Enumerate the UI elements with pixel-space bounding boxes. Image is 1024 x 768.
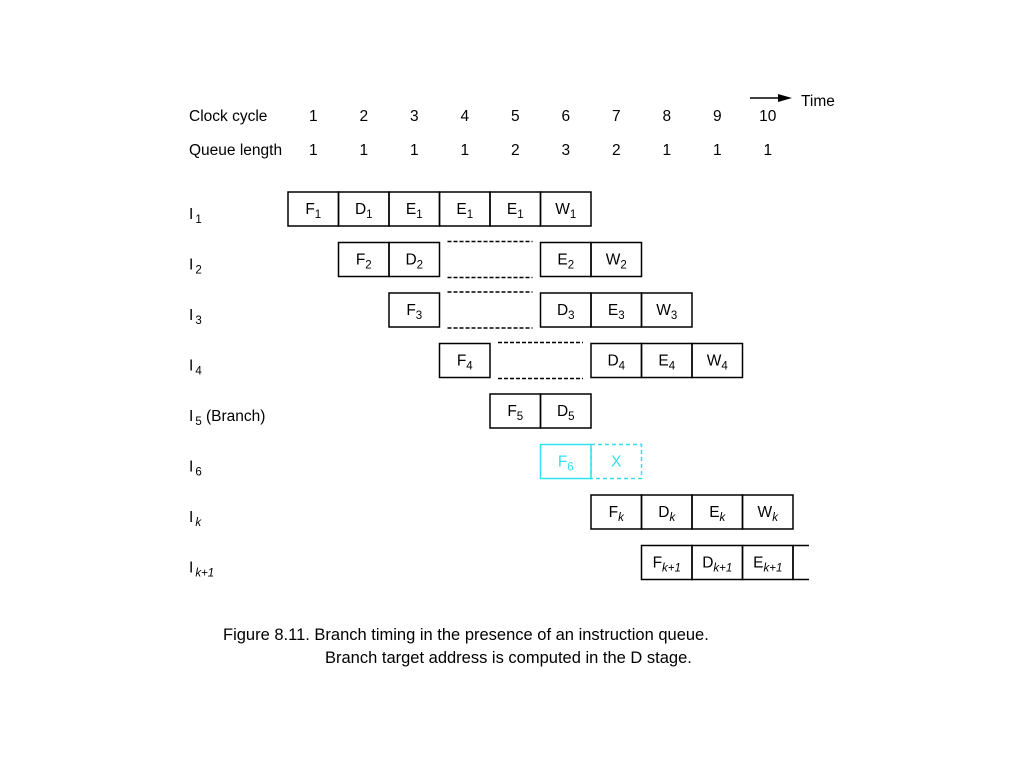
instruction-label: I $_{k+1}$ (189, 559, 215, 580)
instruction-row (189, 242, 642, 278)
stage-label: $F_{k+1}$ (652, 554, 681, 575)
stage-label: $W_4$ (706, 352, 728, 373)
clock-cycle-number: 4 (460, 108, 470, 125)
stage-label: $D_2$ (405, 251, 424, 272)
instruction-row (189, 292, 692, 328)
figure-caption-line-2: Branch target address is computed in the D stage. (325, 649, 692, 667)
clock-cycle-number: 3 (409, 108, 419, 125)
queue-length-value: 3 (561, 142, 571, 159)
queue-length-value: 1 (359, 142, 369, 159)
stage-label: $E_k$ (709, 504, 726, 524)
stage-label: $F_6$ (557, 453, 574, 474)
instruction-label: I $_2$ (189, 256, 202, 277)
clock-cycle-number: 2 (359, 108, 369, 125)
stage-label: $E_1$ (506, 201, 524, 221)
instruction-row (189, 445, 642, 479)
instruction-row (189, 495, 793, 529)
queue-length-value: 1 (763, 142, 773, 159)
stage-label: $F_2$ (355, 251, 372, 272)
instruction-label: I $_3$ (189, 307, 202, 327)
stage-label: $D_5$ (556, 403, 575, 423)
instruction-label: I $_1$ (189, 206, 202, 226)
instruction-row (189, 546, 809, 580)
clock-cycle-number: 9 (712, 108, 722, 125)
stage-label: $F_5$ (507, 403, 524, 423)
stage-label: $E_4$ (658, 352, 676, 373)
instruction-label: I $_k$ (189, 509, 202, 529)
clock-cycle-number: 8 (662, 108, 672, 125)
figure-caption-line-1: Figure 8.11. Branch timing in the presence of an instruction queue. (223, 626, 709, 644)
queue-length-value: 1 (662, 142, 672, 159)
stage-label: $F_k$ (608, 504, 624, 524)
stage-label: $W_2$ (605, 251, 627, 272)
stage-label: $E_2$ (557, 251, 575, 272)
queue-length-value: 1 (308, 142, 318, 159)
stage-label: $E_1$ (405, 201, 423, 221)
queue-length-value: 1 (409, 142, 419, 159)
clock-cycle-row (309, 108, 777, 125)
queue-length-value: 1 (712, 142, 722, 159)
stage-label: $D_4$ (607, 352, 626, 373)
clock-cycle-label: Clock cycle (189, 108, 268, 125)
instruction-row (189, 192, 591, 226)
instruction-row (189, 343, 743, 379)
stage-label: $E_1$ (456, 201, 474, 221)
stage-label: $D_k$ (658, 504, 676, 524)
stage-label: $E_3$ (607, 302, 625, 322)
clock-cycle-number: 6 (561, 108, 571, 125)
stage-label: $E_{k+1}$ (753, 554, 783, 575)
stage-label: $F_4$ (456, 352, 473, 373)
instruction-label: I $_4$ (189, 357, 202, 378)
queue-length-value: 1 (460, 142, 470, 159)
queue-length-value: 2 (510, 142, 520, 159)
time-label: Time (801, 93, 835, 110)
instruction-label: I $_6$ (189, 458, 202, 479)
stage-label: $W_k$ (757, 504, 778, 524)
stage-label: $W_1$ (555, 201, 577, 221)
stage-label: $F_3$ (406, 302, 423, 322)
stage-label: X (611, 453, 622, 471)
stage-label: $F_1$ (305, 201, 322, 221)
stage-label: $W_3$ (656, 302, 678, 322)
clock-cycle-number: 5 (510, 108, 520, 125)
stage-label: $D_1$ (354, 201, 373, 221)
clock-cycle-number: 10 (759, 108, 777, 125)
instruction-rows (189, 192, 809, 580)
time-arrow (750, 94, 792, 102)
queue-length-value: 2 (611, 142, 621, 159)
instruction-row (189, 394, 591, 428)
queue-length-row (309, 142, 772, 159)
queue-length-label: Queue length (189, 142, 283, 159)
clock-cycle-number: 7 (611, 108, 621, 125)
instruction-label: I $_5$ (Branch) (189, 408, 266, 428)
stage-label: $D_3$ (556, 302, 575, 322)
stage-label: $D_{k+1}$ (702, 554, 733, 575)
clock-cycle-number: 1 (308, 108, 318, 125)
